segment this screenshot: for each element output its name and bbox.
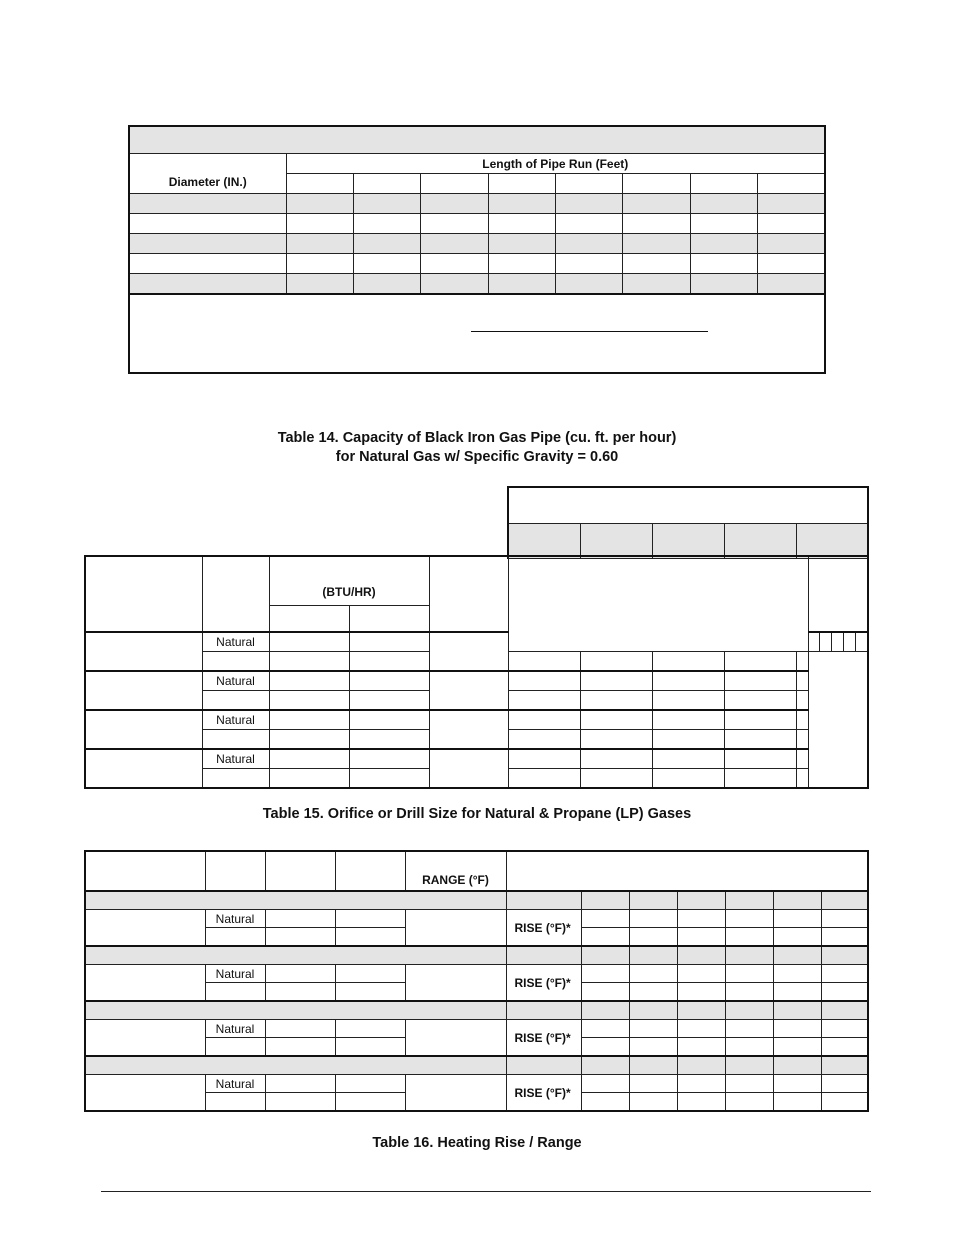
table-row <box>85 965 868 983</box>
table-row <box>85 671 868 691</box>
gas-label: Natural <box>205 1020 265 1038</box>
table14-caption <box>0 429 954 467</box>
group-title-row <box>85 1056 868 1075</box>
table-row <box>129 234 825 254</box>
table-row <box>85 1020 868 1038</box>
table-row <box>85 910 868 928</box>
note-underline <box>471 331 708 332</box>
orifice-size-table <box>84 555 869 789</box>
gas-label: Natural <box>205 965 265 983</box>
gas-label: Natural <box>202 671 269 691</box>
table-row <box>85 1075 868 1093</box>
header-title-row <box>508 487 868 524</box>
btu-header: (BTU/HR) <box>269 556 429 606</box>
note-row <box>129 294 825 373</box>
table14-caption-line2: for Natural Gas w/ Specific Gravity = 0.60 <box>335 449 619 465</box>
group-title-row <box>85 891 868 910</box>
table16-caption: Table 16. Heating Rise / Range <box>372 1135 582 1151</box>
diameter-header: Diameter (IN.) <box>129 154 286 194</box>
group-title-row <box>85 946 868 965</box>
header-columns-row <box>508 524 868 559</box>
table-row <box>129 214 825 234</box>
gas-label: Natural <box>202 632 269 652</box>
table14-caption-line1: Table 14. Capacity of Black Iron Gas Pipe (cu. ft. per hour) <box>277 430 677 446</box>
header-row <box>129 154 825 174</box>
header-row <box>85 851 868 891</box>
orifice-header-block <box>507 486 869 559</box>
range-header: RANGE (°F) <box>405 851 506 891</box>
header-row <box>85 556 868 606</box>
gas-label: Natural <box>205 1075 265 1093</box>
gas-label: Natural <box>202 710 269 730</box>
footer-rule <box>101 1191 871 1192</box>
length-header: Length of Pipe Run (Feet) <box>286 154 825 174</box>
rise-label: RISE (°F)* <box>506 1075 581 1112</box>
gas-label: Natural <box>202 749 269 769</box>
rise-label: RISE (°F)* <box>506 965 581 1002</box>
table-row <box>129 194 825 214</box>
rise-label: RISE (°F)* <box>506 1020 581 1057</box>
group-title-row <box>85 1001 868 1020</box>
heating-rise-table <box>84 850 869 1112</box>
table15-caption: Table 15. Orifice or Drill Size for Natural & Propane (LP) Gases <box>262 806 692 822</box>
table-row <box>129 254 825 274</box>
table-row <box>85 710 868 730</box>
table-row <box>85 749 868 769</box>
table-title-row <box>129 126 825 154</box>
table-row <box>129 274 825 295</box>
pipe-capacity-table <box>128 125 826 374</box>
gas-label: Natural <box>205 910 265 928</box>
rise-label: RISE (°F)* <box>506 910 581 947</box>
